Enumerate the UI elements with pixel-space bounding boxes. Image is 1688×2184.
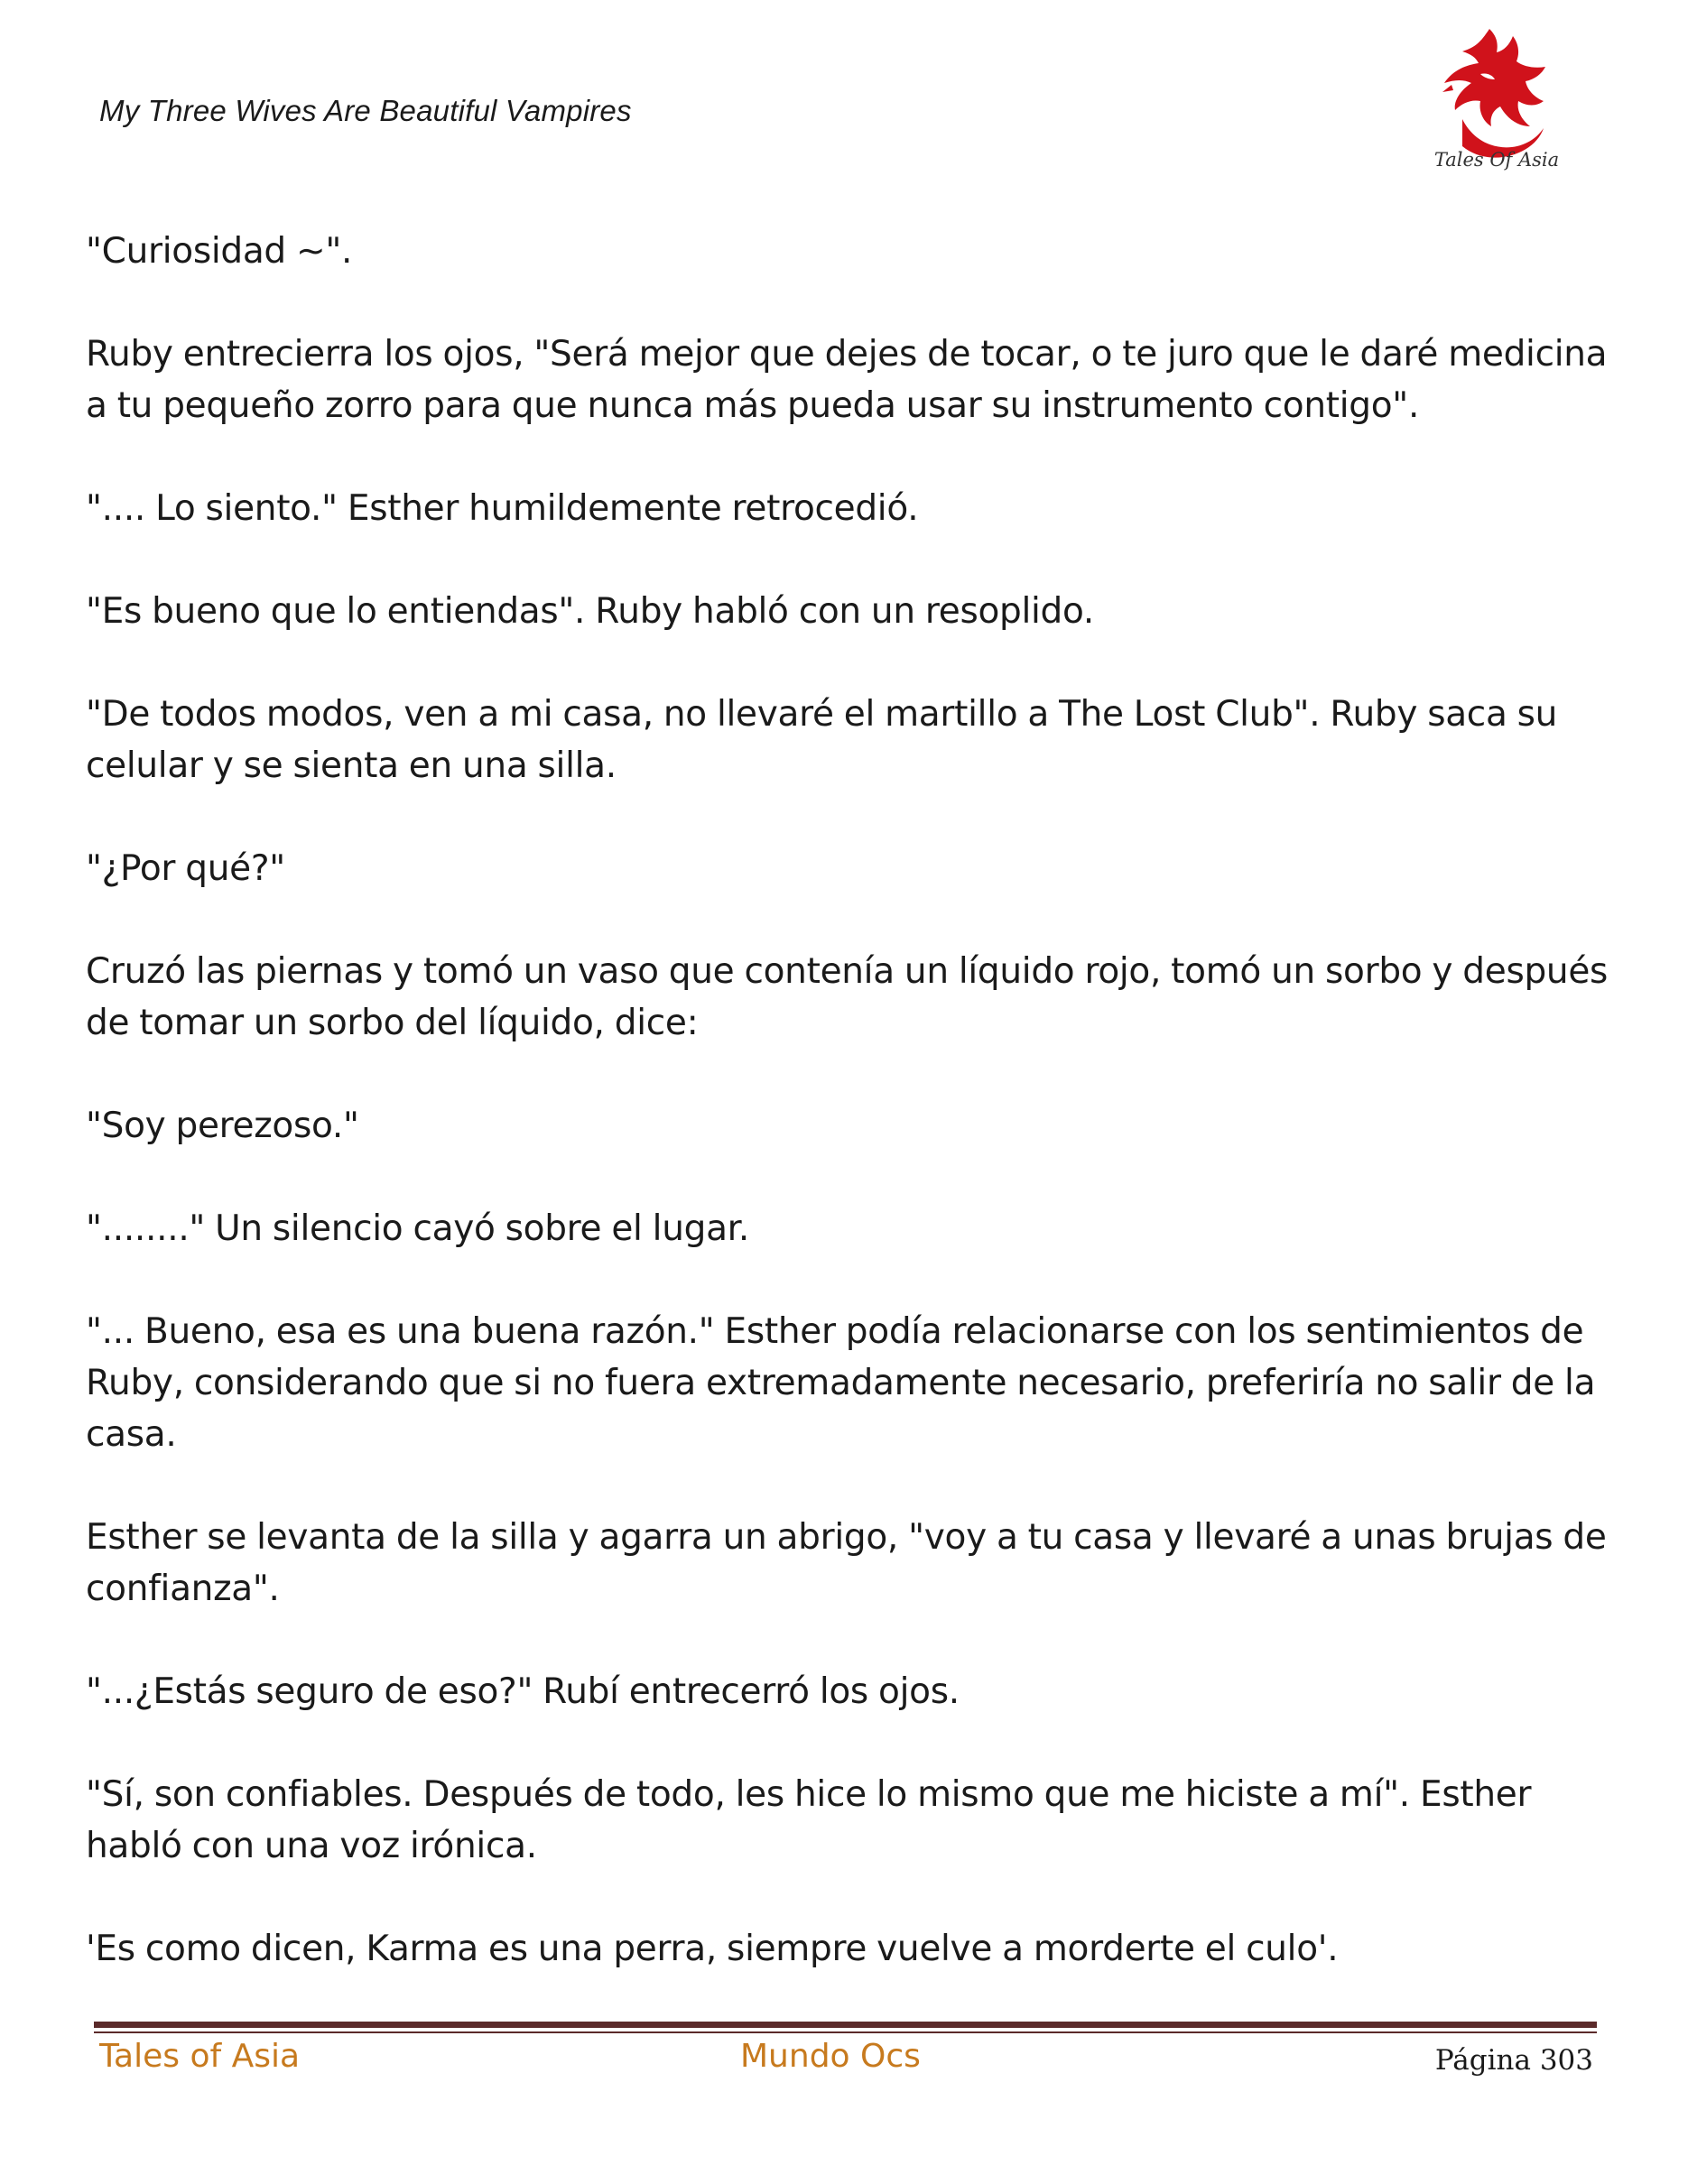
page-number: Página 303 <box>1434 2044 1593 2077</box>
paragraph: Cruzó las piernas y tomó un vaso que contenía un líquido rojo, tomó un sorbo y después de tomar un sorbo del líquido, dice: <box>86 951 1609 1043</box>
paragraph: "...¿Estás seguro de eso?" Rubí entrecerró los ojos. <box>86 1671 960 1712</box>
logo-text: Tales Of Asia <box>1433 149 1560 171</box>
paragraph: "........" Un silencio cayó sobre el lugar. <box>86 1208 749 1249</box>
paragraph: "Soy perezoso." <box>86 1106 359 1146</box>
paragraph: "¿Por qué?" <box>86 848 285 889</box>
paragraph: "Curiosidad ~". <box>86 231 353 272</box>
paragraph: 'Es como dicen, Karma es una perra, siempre vuelve a morderte el culo'. <box>86 1929 1339 1969</box>
footer-section-name: Mundo Ocs <box>740 2038 921 2075</box>
paragraph: "Es bueno que lo entiendas". Ruby habló con un resoplido. <box>86 591 1094 632</box>
paragraph: "De todos modos, ven a mi casa, no llevaré el martillo a The Lost Club". Ruby saca su celular y se sienta en una silla. <box>86 694 1558 786</box>
paragraph: "... Bueno, esa es una buena razón." Esther podía relacionarse con los sentimientos de Ruby, considerando que si no fuera extremadamente necesario, preferiría no salir de la casa. <box>86 1311 1596 1455</box>
paragraph: Ruby entrecierra los ojos, "Será mejor que dejes de tocar, o te juro que le daré medicina a tu pequeño zorro para que nunca más pueda usar su instrumento contigo". <box>86 334 1608 426</box>
paragraph: Esther se levanta de la silla y agarra un abrigo, "voy a tu casa y llevaré a unas brujas de confianza". <box>86 1517 1607 1609</box>
paragraph: "Sí, son confiables. Después de todo, les hice lo mismo que me hiciste a mí". Esther habló con una voz irónica. <box>86 1774 1532 1866</box>
paragraph: ".... Lo siento." Esther humildemente retrocedió. <box>86 488 919 529</box>
footer-divider-thin <box>94 2031 1597 2033</box>
footer-divider <box>94 2022 1597 2028</box>
document-header-title: My Three Wives Are Beautiful Vampires <box>99 94 632 127</box>
footer-site-name: Tales of Asia <box>99 2038 301 2075</box>
document-body <box>86 226 1620 2026</box>
